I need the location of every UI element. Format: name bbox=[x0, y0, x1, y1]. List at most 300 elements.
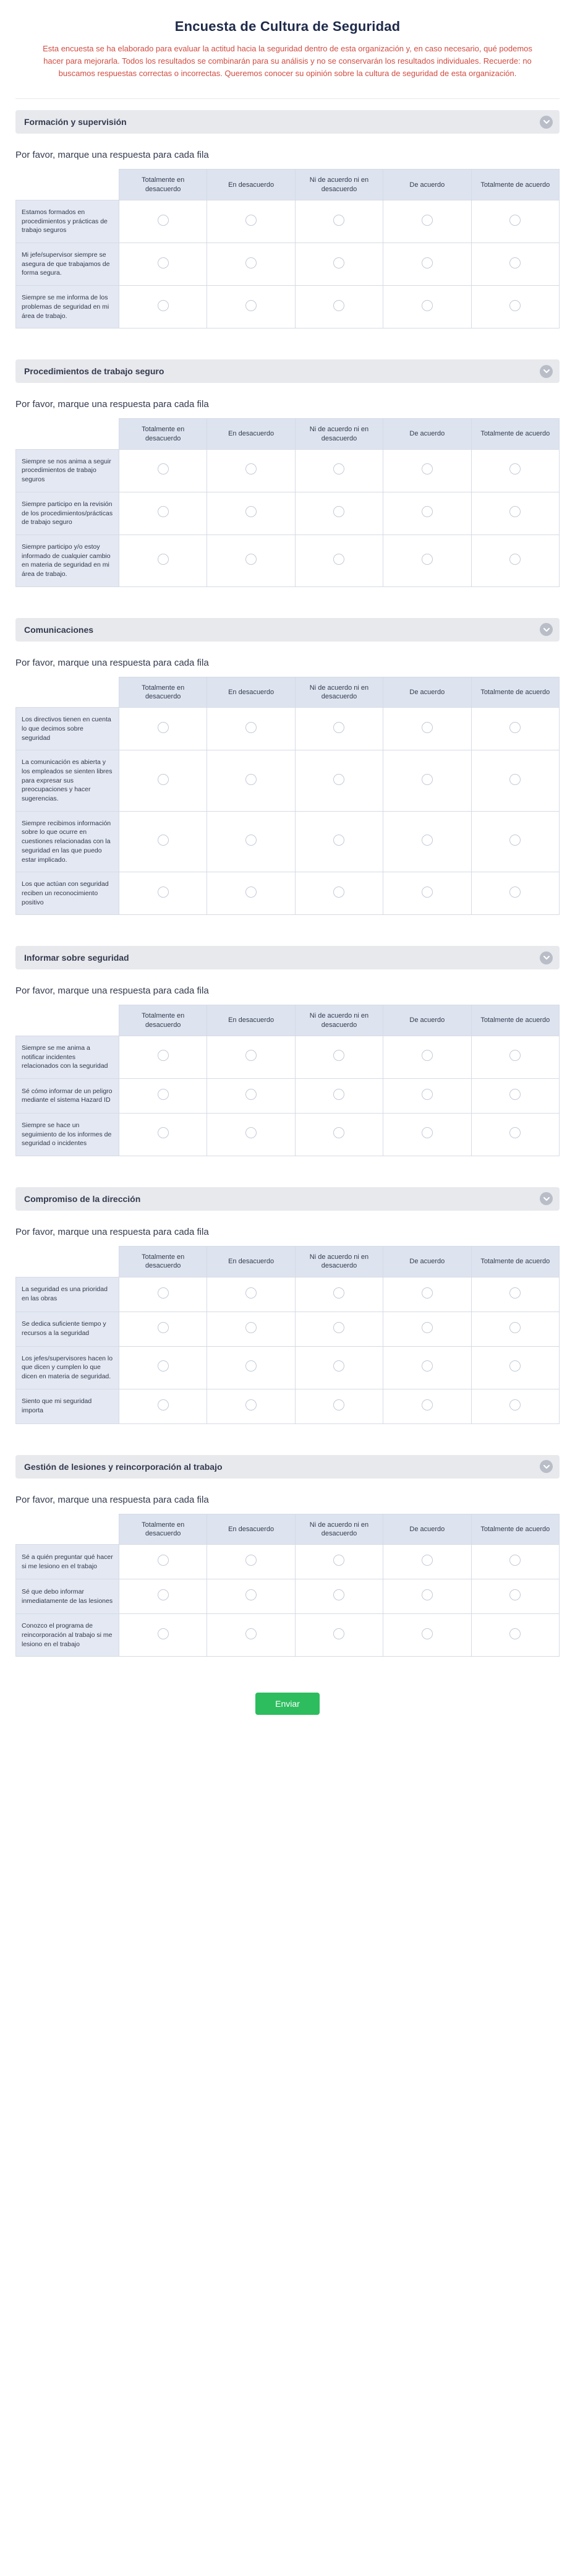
scale-column-header: En desacuerdo bbox=[207, 170, 295, 200]
scale-column-header: En desacuerdo bbox=[207, 1246, 295, 1277]
row-label: Se dedica suficiente tiempo y recursos a la seguridad bbox=[16, 1312, 119, 1346]
matrix-corner-cell bbox=[16, 677, 119, 708]
radio-button[interactable] bbox=[333, 506, 344, 517]
section-collapse-button[interactable] bbox=[540, 116, 553, 129]
radio-button[interactable] bbox=[245, 835, 257, 846]
matrix-row bbox=[16, 1579, 560, 1614]
matrix-row bbox=[16, 750, 560, 811]
section-title: Procedimientos de trabajo seguro bbox=[24, 366, 164, 377]
radio-cell bbox=[383, 200, 471, 243]
matrix-instruction: Por favor, marque una respuesta para cada fila bbox=[15, 150, 209, 161]
matrix-header-row bbox=[16, 419, 560, 450]
matrix-row bbox=[16, 1545, 560, 1579]
likert-matrix bbox=[15, 1514, 560, 1657]
radio-cell bbox=[295, 243, 383, 286]
matrix-corner-cell bbox=[16, 170, 119, 200]
radio-button[interactable] bbox=[245, 506, 257, 517]
radio-cell bbox=[471, 1113, 559, 1156]
radio-button[interactable] bbox=[245, 1555, 257, 1566]
scale-column-header: De acuerdo bbox=[383, 677, 471, 708]
radio-cell bbox=[119, 492, 207, 535]
radio-button[interactable] bbox=[422, 1399, 433, 1410]
radio-button[interactable] bbox=[422, 506, 433, 517]
radio-cell bbox=[207, 1389, 295, 1423]
radio-cell bbox=[383, 1346, 471, 1389]
chevron-down-icon bbox=[543, 956, 550, 960]
radio-cell bbox=[471, 1078, 559, 1113]
radio-button[interactable] bbox=[158, 1399, 169, 1410]
radio-cell bbox=[383, 1614, 471, 1657]
radio-button[interactable] bbox=[158, 1628, 169, 1639]
matrix-row bbox=[16, 811, 560, 872]
radio-button[interactable] bbox=[158, 887, 169, 898]
radio-button[interactable] bbox=[333, 1360, 344, 1372]
radio-button[interactable] bbox=[422, 1589, 433, 1600]
radio-button[interactable] bbox=[158, 1360, 169, 1372]
scale-column-header: Totalmente de acuerdo bbox=[471, 170, 559, 200]
radio-button[interactable] bbox=[158, 506, 169, 517]
radio-button[interactable] bbox=[333, 300, 344, 311]
radio-button[interactable] bbox=[158, 1287, 169, 1299]
radio-button[interactable] bbox=[333, 835, 344, 846]
radio-button[interactable] bbox=[245, 554, 257, 565]
radio-button[interactable] bbox=[333, 722, 344, 733]
radio-cell bbox=[295, 1545, 383, 1579]
radio-button[interactable] bbox=[509, 463, 521, 474]
radio-button[interactable] bbox=[333, 463, 344, 474]
scale-column-header: En desacuerdo bbox=[207, 1005, 295, 1036]
radio-button[interactable] bbox=[158, 1589, 169, 1600]
matrix-row bbox=[16, 1312, 560, 1346]
radio-cell bbox=[295, 1579, 383, 1614]
radio-button[interactable] bbox=[158, 257, 169, 268]
radio-cell bbox=[295, 1078, 383, 1113]
matrix-corner-cell bbox=[16, 1005, 119, 1036]
radio-cell bbox=[119, 1078, 207, 1113]
radio-cell bbox=[295, 1614, 383, 1657]
matrix-corner-cell bbox=[16, 1246, 119, 1277]
matrix-corner-cell bbox=[16, 419, 119, 450]
radio-button[interactable] bbox=[509, 257, 521, 268]
matrix-row bbox=[16, 1036, 560, 1078]
radio-cell bbox=[383, 750, 471, 811]
radio-button[interactable] bbox=[509, 1287, 521, 1299]
radio-cell bbox=[383, 872, 471, 915]
radio-button[interactable] bbox=[509, 835, 521, 846]
scale-column-header: Totalmente en desacuerdo bbox=[119, 170, 207, 200]
matrix-instruction: Por favor, marque una respuesta para cada fila bbox=[15, 399, 209, 410]
chevron-down-icon bbox=[543, 628, 550, 632]
radio-cell bbox=[471, 449, 559, 492]
form-title: Encuesta de Cultura de Seguridad bbox=[174, 19, 401, 34]
radio-button[interactable] bbox=[509, 1555, 521, 1566]
scale-column-header: De acuerdo bbox=[383, 170, 471, 200]
radio-cell bbox=[295, 708, 383, 750]
radio-button[interactable] bbox=[509, 1050, 521, 1061]
radio-cell bbox=[119, 1579, 207, 1614]
scale-column-header: De acuerdo bbox=[383, 1514, 471, 1545]
scale-column-header: Ni de acuerdo ni en desacuerdo bbox=[295, 1246, 383, 1277]
radio-cell bbox=[207, 811, 295, 872]
radio-button[interactable] bbox=[509, 1628, 521, 1639]
radio-button[interactable] bbox=[158, 1555, 169, 1566]
scale-column-header: Totalmente de acuerdo bbox=[471, 1005, 559, 1036]
radio-button[interactable] bbox=[509, 1360, 521, 1372]
radio-cell bbox=[119, 1346, 207, 1389]
scale-column-header: De acuerdo bbox=[383, 419, 471, 450]
radio-cell bbox=[383, 286, 471, 328]
radio-button[interactable] bbox=[158, 722, 169, 733]
radio-button[interactable] bbox=[422, 1628, 433, 1639]
radio-cell bbox=[207, 535, 295, 586]
matrix-header-row bbox=[16, 170, 560, 200]
radio-button[interactable] bbox=[422, 300, 433, 311]
section-title: Comunicaciones bbox=[24, 624, 94, 635]
row-label: Siempre se hace un seguimiento de los informes de seguridad o incidentes bbox=[16, 1113, 119, 1156]
section-collapse-button[interactable] bbox=[540, 1192, 553, 1205]
scale-column-header: De acuerdo bbox=[383, 1246, 471, 1277]
radio-button[interactable] bbox=[158, 554, 169, 565]
radio-button[interactable] bbox=[422, 1322, 433, 1333]
radio-cell bbox=[119, 1036, 207, 1078]
radio-cell bbox=[471, 1579, 559, 1614]
radio-cell bbox=[471, 1312, 559, 1346]
radio-button[interactable] bbox=[158, 215, 169, 226]
radio-button[interactable] bbox=[422, 722, 433, 733]
radio-button[interactable] bbox=[158, 300, 169, 311]
radio-button[interactable] bbox=[245, 215, 257, 226]
radio-cell bbox=[383, 1312, 471, 1346]
radio-cell bbox=[207, 1036, 295, 1078]
radio-button[interactable] bbox=[333, 215, 344, 226]
radio-cell bbox=[207, 708, 295, 750]
radio-button[interactable] bbox=[422, 554, 433, 565]
row-label: Los directivos tienen en cuenta lo que decimos sobre seguridad bbox=[16, 708, 119, 750]
radio-cell bbox=[383, 243, 471, 286]
radio-button[interactable] bbox=[158, 1127, 169, 1138]
radio-button[interactable] bbox=[158, 1089, 169, 1100]
radio-button[interactable] bbox=[333, 257, 344, 268]
radio-button[interactable] bbox=[158, 463, 169, 474]
radio-button[interactable] bbox=[422, 1287, 433, 1299]
radio-button[interactable] bbox=[158, 1050, 169, 1061]
radio-cell bbox=[295, 1389, 383, 1423]
scale-column-header: Ni de acuerdo ni en desacuerdo bbox=[295, 419, 383, 450]
radio-cell bbox=[207, 750, 295, 811]
radio-cell bbox=[119, 449, 207, 492]
survey-header bbox=[15, 19, 560, 80]
radio-button[interactable] bbox=[333, 1287, 344, 1299]
matrix-instruction: Por favor, marque una respuesta para cada fila bbox=[15, 985, 209, 997]
scale-column-header: Ni de acuerdo ni en desacuerdo bbox=[295, 1005, 383, 1036]
section-title: Formación y supervisión bbox=[24, 117, 127, 127]
radio-button[interactable] bbox=[333, 1589, 344, 1600]
radio-button[interactable] bbox=[422, 463, 433, 474]
radio-button[interactable] bbox=[509, 1127, 521, 1138]
radio-button[interactable] bbox=[422, 835, 433, 846]
likert-matrix bbox=[15, 418, 560, 586]
section-header[interactable] bbox=[15, 1187, 560, 1211]
radio-button[interactable] bbox=[509, 1089, 521, 1100]
scale-column-header: Totalmente en desacuerdo bbox=[119, 1514, 207, 1545]
scale-column-header: Totalmente de acuerdo bbox=[471, 1514, 559, 1545]
scale-column-header: Totalmente en desacuerdo bbox=[119, 419, 207, 450]
section-header[interactable] bbox=[15, 110, 560, 134]
radio-cell bbox=[119, 243, 207, 286]
scale-column-header: En desacuerdo bbox=[207, 1514, 295, 1545]
row-label: Siempre se me anima a notificar incidentes relacionados con la seguridad bbox=[16, 1036, 119, 1078]
survey-section bbox=[15, 110, 560, 328]
radio-button[interactable] bbox=[509, 215, 521, 226]
radio-button[interactable] bbox=[422, 887, 433, 898]
radio-cell bbox=[295, 492, 383, 535]
radio-cell bbox=[471, 872, 559, 915]
radio-button[interactable] bbox=[509, 506, 521, 517]
matrix-header-row bbox=[16, 1246, 560, 1277]
radio-button[interactable] bbox=[333, 554, 344, 565]
radio-cell bbox=[119, 200, 207, 243]
matrix-row bbox=[16, 200, 560, 243]
radio-cell bbox=[383, 708, 471, 750]
radio-cell bbox=[471, 708, 559, 750]
radio-button[interactable] bbox=[509, 1322, 521, 1333]
radio-cell bbox=[383, 1389, 471, 1423]
scale-column-header: De acuerdo bbox=[383, 1005, 471, 1036]
row-label: La seguridad es una prioridad en las obras bbox=[16, 1277, 119, 1312]
radio-button[interactable] bbox=[245, 1628, 257, 1639]
row-label: Sé a quién preguntar qué hacer si me lesiono en el trabajo bbox=[16, 1545, 119, 1579]
radio-cell bbox=[383, 1579, 471, 1614]
radio-cell bbox=[295, 1113, 383, 1156]
survey-section bbox=[15, 618, 560, 916]
radio-cell bbox=[383, 1113, 471, 1156]
radio-cell bbox=[471, 1346, 559, 1389]
radio-button[interactable] bbox=[158, 774, 169, 785]
radio-cell bbox=[295, 750, 383, 811]
matrix-row bbox=[16, 492, 560, 535]
sections-container bbox=[15, 110, 560, 1657]
radio-button[interactable] bbox=[245, 463, 257, 474]
radio-cell bbox=[295, 1277, 383, 1312]
radio-cell bbox=[119, 1614, 207, 1657]
radio-cell bbox=[119, 535, 207, 586]
matrix-instruction: Por favor, marque una respuesta para cada fila bbox=[15, 657, 209, 668]
radio-cell bbox=[383, 1545, 471, 1579]
radio-cell bbox=[295, 535, 383, 586]
row-label: Siempre se nos anima a seguir procedimientos de trabajo seguros bbox=[16, 449, 119, 492]
matrix-header-row bbox=[16, 677, 560, 708]
radio-cell bbox=[471, 750, 559, 811]
radio-cell bbox=[207, 449, 295, 492]
scale-column-header: En desacuerdo bbox=[207, 677, 295, 708]
radio-button[interactable] bbox=[245, 722, 257, 733]
radio-button[interactable] bbox=[333, 1050, 344, 1061]
radio-button[interactable] bbox=[245, 1399, 257, 1410]
scale-column-header: Totalmente en desacuerdo bbox=[119, 1246, 207, 1277]
radio-button[interactable] bbox=[509, 887, 521, 898]
matrix-row bbox=[16, 243, 560, 286]
radio-button[interactable] bbox=[245, 1322, 257, 1333]
section-header[interactable] bbox=[15, 946, 560, 969]
scale-column-header: Totalmente de acuerdo bbox=[471, 419, 559, 450]
row-label: Sé que debo informar inmediatamente de las lesiones bbox=[16, 1579, 119, 1614]
radio-cell bbox=[471, 286, 559, 328]
matrix-header-row bbox=[16, 1005, 560, 1036]
section-header[interactable] bbox=[15, 359, 560, 383]
radio-cell bbox=[383, 449, 471, 492]
radio-cell bbox=[471, 1036, 559, 1078]
radio-cell bbox=[207, 1113, 295, 1156]
likert-matrix bbox=[15, 1246, 560, 1424]
matrix-row bbox=[16, 1277, 560, 1312]
matrix-row bbox=[16, 1078, 560, 1113]
row-label: Conozco el programa de reincorporación al trabajo si me lesiono en el trabajo bbox=[16, 1614, 119, 1657]
radio-button[interactable] bbox=[245, 1287, 257, 1299]
matrix-row bbox=[16, 449, 560, 492]
radio-button[interactable] bbox=[509, 554, 521, 565]
radio-cell bbox=[295, 200, 383, 243]
radio-cell bbox=[295, 1312, 383, 1346]
radio-button[interactable] bbox=[422, 1360, 433, 1372]
radio-cell bbox=[119, 811, 207, 872]
matrix-instruction: Por favor, marque una respuesta para cada fila bbox=[15, 1226, 209, 1237]
radio-cell bbox=[207, 1078, 295, 1113]
radio-button[interactable] bbox=[333, 887, 344, 898]
radio-cell bbox=[207, 243, 295, 286]
section-header[interactable] bbox=[15, 618, 560, 642]
section-collapse-button[interactable] bbox=[540, 365, 553, 378]
radio-button[interactable] bbox=[245, 1589, 257, 1600]
matrix-instruction: Por favor, marque una respuesta para cada fila bbox=[15, 1494, 209, 1505]
matrix-row bbox=[16, 1614, 560, 1657]
radio-button[interactable] bbox=[245, 1360, 257, 1372]
radio-button[interactable] bbox=[158, 835, 169, 846]
scale-column-header: Totalmente en desacuerdo bbox=[119, 677, 207, 708]
survey-section bbox=[15, 1187, 560, 1424]
section-title: Compromiso de la dirección bbox=[24, 1193, 141, 1204]
radio-cell bbox=[119, 1312, 207, 1346]
radio-button[interactable] bbox=[509, 1589, 521, 1600]
radio-button[interactable] bbox=[245, 887, 257, 898]
matrix-row bbox=[16, 1389, 560, 1423]
matrix-row bbox=[16, 1346, 560, 1389]
scale-column-header: Ni de acuerdo ni en desacuerdo bbox=[295, 1514, 383, 1545]
radio-button[interactable] bbox=[422, 1050, 433, 1061]
row-label: Los que actúan con seguridad reciben un reconocimiento positivo bbox=[16, 872, 119, 915]
submit-button[interactable]: Enviar bbox=[255, 1693, 320, 1715]
radio-button[interactable] bbox=[245, 1127, 257, 1138]
radio-button[interactable] bbox=[245, 257, 257, 268]
radio-cell bbox=[119, 750, 207, 811]
radio-cell bbox=[295, 286, 383, 328]
radio-cell bbox=[471, 1389, 559, 1423]
likert-matrix bbox=[15, 1005, 560, 1156]
radio-button[interactable] bbox=[333, 1322, 344, 1333]
row-label: La comunicación es abierta y los empleados se sienten libres para expresar sus preocupaciones y hacer sugerencias. bbox=[16, 750, 119, 811]
radio-button[interactable] bbox=[245, 1089, 257, 1100]
section-collapse-button[interactable] bbox=[540, 623, 553, 636]
matrix-row bbox=[16, 1113, 560, 1156]
likert-matrix bbox=[15, 677, 560, 916]
scale-column-header: Totalmente en desacuerdo bbox=[119, 1005, 207, 1036]
row-label: Siento que mi seguridad importa bbox=[16, 1389, 119, 1423]
radio-button[interactable] bbox=[245, 1050, 257, 1061]
form-description: Esta encuesta se ha elaborado para evaluar la actitud hacia la seguridad dentro de esta organización y, en caso necesario, qué podemos hacer para mejorarla. Todos los resultados se combinarán para su análisis y no se conservarán los resultados individuales. Recuerde: no buscamos respuestas correctas o incorrectas. Queremos conocer su opinión sobre la cultura de seguridad de esta organización. bbox=[43, 44, 532, 79]
section-collapse-button[interactable] bbox=[540, 951, 553, 964]
radio-cell bbox=[295, 811, 383, 872]
radio-cell bbox=[295, 449, 383, 492]
scale-column-header: Totalmente de acuerdo bbox=[471, 677, 559, 708]
matrix-header-row bbox=[16, 1514, 560, 1545]
section-collapse-button[interactable] bbox=[540, 1460, 553, 1473]
radio-button[interactable] bbox=[333, 1628, 344, 1639]
radio-cell bbox=[471, 535, 559, 586]
radio-cell bbox=[119, 1113, 207, 1156]
radio-button[interactable] bbox=[333, 1089, 344, 1100]
radio-button[interactable] bbox=[333, 1399, 344, 1410]
radio-cell bbox=[119, 1389, 207, 1423]
radio-button[interactable] bbox=[509, 300, 521, 311]
radio-button[interactable] bbox=[158, 1322, 169, 1333]
radio-button[interactable] bbox=[509, 722, 521, 733]
chevron-down-icon bbox=[543, 369, 550, 373]
radio-button[interactable] bbox=[245, 300, 257, 311]
radio-button[interactable] bbox=[422, 1127, 433, 1138]
radio-cell bbox=[207, 872, 295, 915]
row-label: Sé cómo informar de un peligro mediante el sistema Hazard ID bbox=[16, 1078, 119, 1113]
chevron-down-icon bbox=[543, 1197, 550, 1201]
row-label: Estamos formados en procedimientos y prácticas de trabajo seguros bbox=[16, 200, 119, 243]
radio-cell bbox=[295, 1346, 383, 1389]
scale-column-header: Totalmente de acuerdo bbox=[471, 1246, 559, 1277]
radio-button[interactable] bbox=[422, 1555, 433, 1566]
radio-cell bbox=[119, 872, 207, 915]
radio-cell bbox=[119, 1545, 207, 1579]
radio-button[interactable] bbox=[422, 215, 433, 226]
section-header[interactable] bbox=[15, 1455, 560, 1479]
radio-cell bbox=[119, 286, 207, 328]
radio-cell bbox=[471, 243, 559, 286]
radio-cell bbox=[471, 811, 559, 872]
radio-cell bbox=[471, 1614, 559, 1657]
section-title: Informar sobre seguridad bbox=[24, 953, 129, 963]
scale-column-header: Ni de acuerdo ni en desacuerdo bbox=[295, 170, 383, 200]
radio-cell bbox=[207, 1545, 295, 1579]
radio-button[interactable] bbox=[333, 774, 344, 785]
scale-column-header: Ni de acuerdo ni en desacuerdo bbox=[295, 677, 383, 708]
matrix-row bbox=[16, 286, 560, 328]
radio-cell bbox=[383, 492, 471, 535]
radio-button[interactable] bbox=[422, 257, 433, 268]
radio-cell bbox=[207, 1312, 295, 1346]
radio-button[interactable] bbox=[509, 774, 521, 785]
radio-cell bbox=[383, 811, 471, 872]
radio-cell bbox=[207, 286, 295, 328]
radio-cell bbox=[207, 1277, 295, 1312]
matrix-corner-cell bbox=[16, 1514, 119, 1545]
matrix-row bbox=[16, 708, 560, 750]
radio-button[interactable] bbox=[245, 774, 257, 785]
row-label: Los jefes/supervisores hacen lo que dicen y cumplen lo que dicen en materia de seguridad. bbox=[16, 1346, 119, 1389]
radio-cell bbox=[471, 200, 559, 243]
radio-button[interactable] bbox=[422, 774, 433, 785]
row-label: Siempre recibimos información sobre lo que ocurre en cuestiones relacionadas con la seguridad en las que puedo estar implicado. bbox=[16, 811, 119, 872]
radio-button[interactable] bbox=[333, 1127, 344, 1138]
row-label: Siempre participo y/o estoy informado de cualquier cambio en materia de seguridad en mi área de trabajo. bbox=[16, 535, 119, 586]
radio-button[interactable] bbox=[333, 1555, 344, 1566]
radio-button[interactable] bbox=[422, 1089, 433, 1100]
radio-button[interactable] bbox=[509, 1399, 521, 1410]
